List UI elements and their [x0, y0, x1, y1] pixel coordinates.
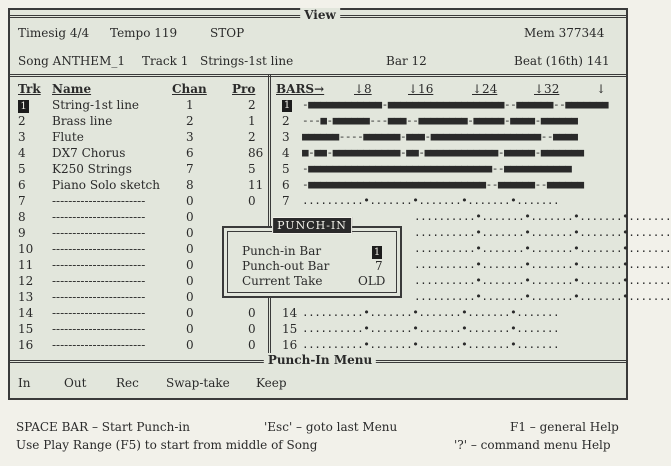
bar-marker-end: ↓	[596, 82, 607, 96]
col-bars: BARS→	[276, 82, 325, 96]
transport-status: STOP	[210, 26, 245, 40]
track-channel: 0	[186, 322, 194, 336]
punch-in-bar-value[interactable]: 1	[373, 247, 381, 258]
view-title: View	[300, 8, 340, 22]
track-bars[interactable]: ..........•.......•.......•.......•.......	[302, 322, 560, 335]
punch-in-bar-label: Punch-in Bar	[242, 244, 322, 258]
bar-row-number: 15	[282, 322, 298, 336]
track-name[interactable]: -----------------------	[52, 274, 146, 288]
bar-row-number: 6	[282, 178, 290, 192]
track-channel: 1	[186, 98, 194, 112]
track-channel: 0	[186, 242, 194, 256]
current-track: Track 1	[142, 54, 189, 68]
bar-row-number: 16	[282, 338, 298, 352]
help-space: SPACE BAR – Start Punch-in	[16, 420, 190, 434]
punch-in-dialog-title: PUNCH-IN	[272, 217, 352, 234]
track-bars[interactable]: -■■■■■■■■■■■■-■■■■■■■■■■■■■■■■■■■--■■■■■■--■■■■■■■	[302, 98, 609, 111]
bar-marker-24: ↓24	[472, 82, 498, 96]
track-channel: 0	[186, 290, 194, 304]
bar-marker-32: ↓32	[534, 82, 560, 96]
track-channel: 0	[186, 194, 194, 208]
track-name[interactable]: -----------------------	[52, 322, 146, 336]
bar-row-number: 14	[282, 306, 298, 320]
track-program: 2	[248, 130, 256, 144]
punch-in-bar-value-box[interactable]	[372, 244, 382, 259]
track-bars[interactable]: ..........•.......•.......•.......•.......	[414, 242, 671, 255]
track-number: 4	[18, 146, 26, 160]
track-program: 0	[248, 322, 256, 336]
memory: Mem 377344	[524, 26, 605, 40]
track-channel: 8	[186, 178, 194, 192]
help-play-range: Use Play Range (F5) to start from middle of Song	[16, 438, 318, 452]
track-channel: 0	[186, 226, 194, 240]
track-number: 3	[18, 130, 26, 144]
track-number: 8	[18, 210, 26, 224]
menu-swap-take[interactable]: Swap-take	[166, 376, 230, 390]
track-bars[interactable]: ■■■■■■----■■■■■■-■■■-■■■■■■■■■■■■■■■■■■--■■■■	[302, 130, 578, 143]
track-name[interactable]: Piano Solo sketch	[52, 178, 160, 192]
track-number: 16	[18, 338, 34, 352]
bar-row-number	[282, 97, 292, 113]
bar-row-number: 2	[282, 114, 290, 128]
track-program: 2	[248, 98, 256, 112]
track-channel: 0	[186, 210, 194, 224]
track-channel: 0	[186, 258, 194, 272]
track-number	[18, 97, 29, 113]
bar-row-number: 7	[282, 194, 290, 208]
current-take-value[interactable]: OLD	[358, 274, 386, 288]
track-name[interactable]: -----------------------	[52, 290, 146, 304]
punch-out-bar-value[interactable]: 7	[375, 259, 383, 273]
track-program: 86	[248, 146, 264, 160]
track-number: 15	[18, 322, 34, 336]
track-bars[interactable]: -■■■■■■■■■■■■■■■■■■■■■■■■■■■■■■--■■■■■■■■■■■	[302, 162, 572, 175]
punch-in-dialog	[222, 219, 402, 298]
selected-track-number[interactable]: 1	[18, 100, 29, 113]
track-channel: 0	[186, 338, 194, 352]
track-bars[interactable]: ..........•.......•.......•.......•.......	[414, 274, 671, 287]
track-program: 11	[248, 178, 264, 192]
track-number: 5	[18, 162, 26, 176]
track-name[interactable]: -----------------------	[52, 258, 146, 272]
bar-row-number: 5	[282, 162, 290, 176]
main-window	[8, 8, 671, 400]
track-name[interactable]: -----------------------	[52, 194, 146, 208]
bar-marker-16: ↓16	[408, 82, 434, 96]
track-number: 10	[18, 242, 34, 256]
column-divider	[268, 74, 271, 360]
track-bars[interactable]: ..........•.......•.......•.......•.......	[414, 258, 671, 271]
menu-rec[interactable]: Rec	[116, 376, 139, 390]
track-number: 13	[18, 290, 34, 304]
track-channel: 3	[186, 130, 194, 144]
header-rule	[10, 74, 626, 77]
track-program: 0	[248, 194, 256, 208]
track-name[interactable]: -----------------------	[52, 338, 146, 352]
track-name[interactable]: -----------------------	[52, 306, 146, 320]
track-bars[interactable]: ..........•.......•.......•.......•.......	[302, 338, 560, 351]
col-chan: Chan	[172, 82, 207, 96]
track-name[interactable]: String-1st line	[52, 98, 140, 112]
bar-position: Bar 12	[386, 54, 427, 68]
track-bars[interactable]: ■-■■-■■■■■■■■■■■-■■-■■■■■■■■■■■■-■■■■■-■■■■■■■	[302, 146, 584, 159]
bar-marker-8: ↓8	[354, 82, 372, 96]
track-number: 7	[18, 194, 26, 208]
bar-row-number: 3	[282, 130, 290, 144]
track-bars[interactable]: ---■-■■■■■■---■■■--■■■■■■■■-■■■■■-■■■■-■■■■■■	[302, 114, 578, 127]
col-pro: Pro	[232, 82, 256, 96]
beat-position: Beat (16th) 141	[514, 54, 610, 68]
current-track-name: Strings-1st line	[200, 54, 294, 68]
help-f1: F1 – general Help	[510, 420, 619, 434]
track-bars[interactable]: ..........•.......•.......•.......•.......	[414, 210, 671, 223]
tempo: Tempo 119	[110, 26, 178, 40]
punch-out-bar-label: Punch-out Bar	[242, 259, 330, 273]
track-program: 0	[248, 306, 256, 320]
track-channel: 0	[186, 274, 194, 288]
help-command: '?' – command menu Help	[454, 438, 611, 452]
track-channel: 0	[186, 306, 194, 320]
bar-row-number: 4	[282, 146, 290, 160]
timesig: Timesig 4/4	[18, 26, 90, 40]
track-number: 6	[18, 178, 26, 192]
track-channel: 6	[186, 146, 194, 160]
track-number: 2	[18, 114, 26, 128]
track-bars[interactable]: -■■■■■■■■■■■■■■■■■■■■■■■■■■■■■--■■■■■■--■■■■■■	[302, 178, 584, 191]
track-name[interactable]: -----------------------	[52, 242, 146, 256]
track-number: 11	[18, 258, 34, 272]
track-name[interactable]: -----------------------	[52, 210, 146, 224]
col-name: Name	[52, 82, 92, 96]
menu-title: Punch-In Menu	[264, 353, 376, 367]
current-take-label: Current Take	[242, 274, 323, 288]
track-program: 0	[248, 338, 256, 352]
menu-out[interactable]: Out	[64, 376, 87, 390]
track-channel: 7	[186, 162, 194, 176]
track-name[interactable]: -----------------------	[52, 226, 146, 240]
menu-keep[interactable]: Keep	[256, 376, 287, 390]
track-bars[interactable]: ..........•.......•.......•.......•.......	[302, 194, 560, 207]
menu-in[interactable]: In	[18, 376, 31, 390]
track-name[interactable]: K250 Strings	[52, 162, 132, 176]
track-program: 1	[248, 114, 256, 128]
col-trk: Trk	[18, 82, 41, 96]
track-number: 9	[18, 226, 26, 240]
track-name[interactable]: Brass line	[52, 114, 113, 128]
bar-row-cursor: 1	[283, 99, 291, 111]
track-number: 14	[18, 306, 34, 320]
help-esc: 'Esc' – goto last Menu	[264, 420, 398, 434]
track-bars[interactable]: ..........•.......•.......•.......•.......	[414, 290, 671, 303]
track-program: 5	[248, 162, 256, 176]
track-name[interactable]: DX7 Chorus	[52, 146, 126, 160]
track-bars[interactable]: ..........•.......•.......•.......•.......	[302, 306, 560, 319]
track-bars[interactable]: ..........•.......•.......•.......•.......	[414, 226, 671, 239]
track-number: 12	[18, 274, 34, 288]
song-name: Song ANTHEM_1	[18, 54, 125, 68]
track-channel: 2	[186, 114, 194, 128]
track-name[interactable]: Flute	[52, 130, 84, 144]
